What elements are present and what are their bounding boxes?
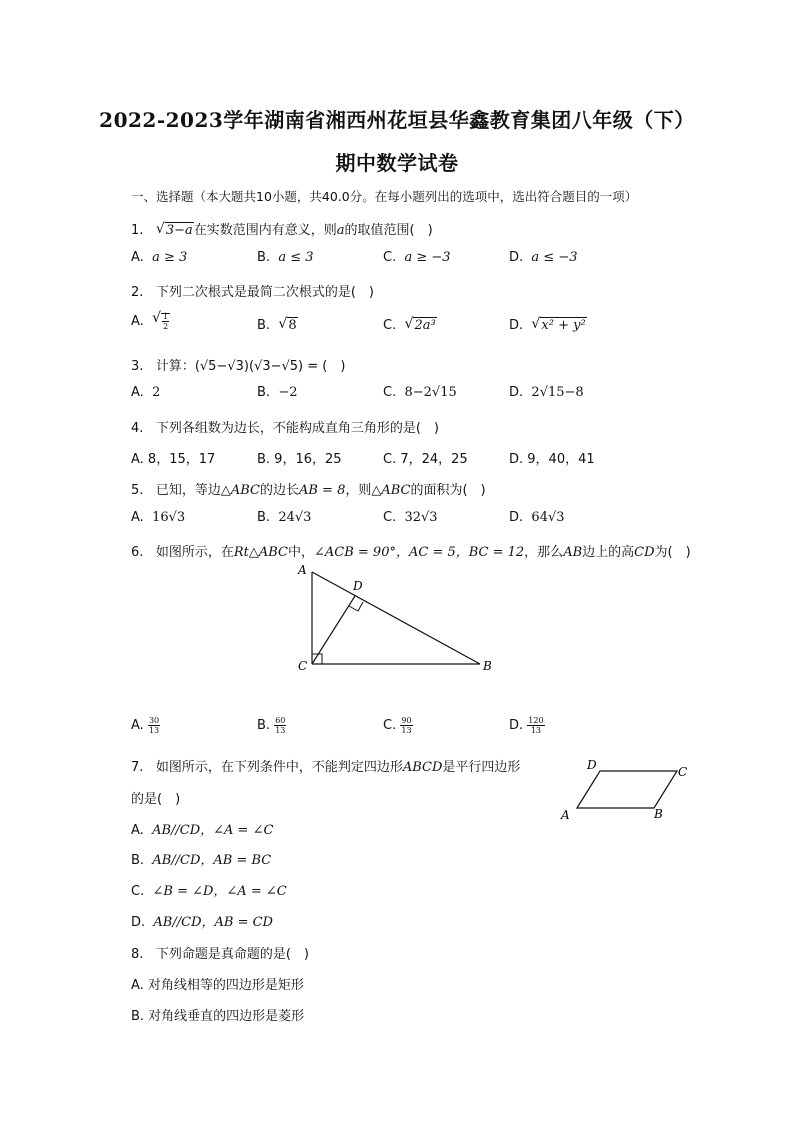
triangle-figure: [290, 560, 510, 680]
option-d[interactable]: D. 9，40，41: [509, 452, 595, 467]
label-b: B: [654, 807, 663, 821]
section-heading: 一、选择题（本大题共10小题，共40.0分。在每小题列出的选项中，选出符合题目的一项）: [131, 189, 638, 204]
label-d: D: [587, 758, 597, 772]
question-number: 7.: [131, 760, 144, 775]
option-a[interactable]: A. $\frac{30}{13}$: [131, 716, 160, 735]
question-number: 5.: [131, 483, 144, 498]
option-b[interactable]: B. $\frac{60}{13}$: [257, 716, 286, 735]
option-a[interactable]: A. √ $\frac{1}{2}$: [131, 312, 170, 331]
question-1: [131, 219, 433, 238]
question-7-cont: 的是( ): [131, 792, 181, 807]
option-a[interactable]: A. 16√3: [131, 510, 186, 525]
option-d[interactable]: D. $\frac{120}{13}$: [509, 716, 544, 735]
question-text: 的取值范围( ): [344, 223, 433, 238]
question-text: 下列命题是真命题的是( ): [155, 947, 309, 962]
question-2: [131, 281, 374, 300]
option-b[interactable]: B. 对角线垂直的四边形是菱形: [131, 1009, 305, 1024]
option-b[interactable]: B. a ≤ 3: [257, 250, 314, 265]
question-3: [131, 355, 345, 374]
question-number: 8.: [131, 947, 144, 962]
question-number: 3.: [131, 359, 144, 374]
label-c: C: [298, 659, 308, 673]
option-c[interactable]: C. 7，24，25: [383, 452, 468, 467]
option-a[interactable]: A. a ≥ 3: [131, 250, 188, 265]
option-d[interactable]: D. 2√15−8: [509, 385, 584, 400]
question-text: 下列二次根式是最简二次根式的是( ): [155, 285, 374, 300]
option-c[interactable]: C. ∠B = ∠D，∠A = ∠C: [131, 884, 287, 899]
option-b[interactable]: B. AB//CD，AB = BC: [131, 853, 272, 868]
radical-expression: √ 3−a: [156, 223, 194, 238]
option-c[interactable]: C. $\frac{90}{13}$: [383, 716, 412, 735]
option-b[interactable]: B. 9，16，25: [257, 452, 342, 467]
question-6: 6. 如图所示，在Rt△ABC中，∠ACB = 90°，AC = 5，BC = 12，那么AB边上的高CD为( ): [131, 545, 691, 560]
question-4: [131, 417, 439, 436]
option-d[interactable]: D. 64√3: [509, 510, 565, 525]
question-7: 7. 如图所示，在下列条件中，不能判定四边形ABCD是平行四边形: [131, 760, 521, 775]
question-number: 4.: [131, 421, 144, 436]
option-c[interactable]: C. √ 2a³: [383, 318, 437, 333]
option-d[interactable]: D. a ≤ −3: [509, 250, 578, 265]
question-number: 1.: [131, 223, 144, 238]
question-8: [131, 943, 309, 962]
option-b[interactable]: B. √ 8: [257, 318, 298, 333]
option-a[interactable]: A. 2: [131, 385, 161, 400]
label-b: B: [483, 659, 492, 673]
parallelogram-figure: [555, 755, 695, 825]
question-number: 6.: [131, 545, 144, 560]
question-5: 5. 已知，等边△ABC的边长AB = 8，则△ABC的面积为( ): [131, 483, 486, 498]
question-text: 计算：(√5−√3)(√3−√5) = ( ): [155, 359, 346, 374]
label-a: A: [298, 563, 307, 577]
option-c[interactable]: C. 8−2√15: [383, 385, 457, 400]
option-d[interactable]: D. AB//CD，AB = CD: [131, 915, 273, 930]
option-a[interactable]: A. 对角线相等的四边形是矩形: [131, 978, 304, 993]
variable: a: [336, 223, 345, 238]
option-b[interactable]: B. 24√3: [257, 510, 312, 525]
exam-title-line2: 期中数学试卷: [335, 151, 459, 175]
question-number: 2.: [131, 285, 144, 300]
option-a[interactable]: A. AB//CD，∠A = ∠C: [131, 823, 274, 838]
question-text: 在实数范围内有意义，则: [193, 223, 337, 238]
exam-title-line1: 2022-2023学年湖南省湘西州花垣县华鑫教育集团八年级（下）: [99, 108, 695, 132]
option-c[interactable]: C. 32√3: [383, 510, 438, 525]
option-c[interactable]: C. a ≥ −3: [383, 250, 451, 265]
question-text: 下列各组数为边长，不能构成直角三角形的是( ): [155, 421, 439, 436]
option-a[interactable]: A. 8，15，17: [131, 452, 216, 467]
label-a: A: [561, 808, 570, 822]
label-d: D: [353, 579, 363, 593]
option-d[interactable]: D. √ x² + y²: [509, 318, 587, 333]
label-c: C: [678, 765, 688, 779]
option-b[interactable]: B. −2: [257, 385, 298, 400]
